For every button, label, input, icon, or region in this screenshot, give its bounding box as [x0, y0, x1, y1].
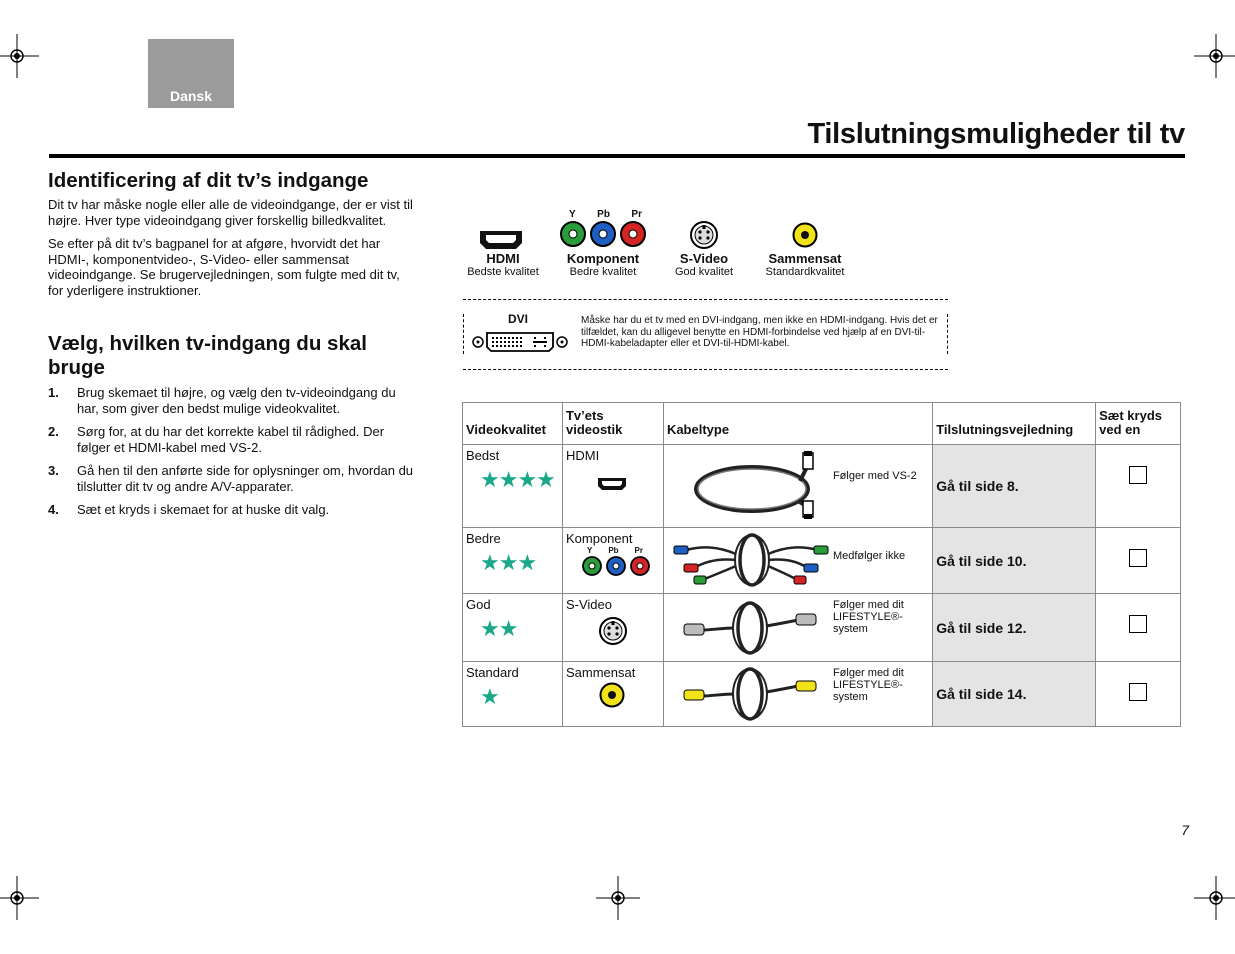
- intro-paragraph: Dit tv har måske nogle eller alle de videoindgange, der er vist til højre. Hver type videoindgang giver forskellig billedkvalitet.: [48, 197, 413, 228]
- section-heading-identify: Identificering af dit tv’s indgange: [48, 169, 369, 192]
- page-title: Tilslutningsmuligheder til tv: [807, 118, 1185, 150]
- header-quality: Videokvalitet: [463, 403, 563, 445]
- star-rating-icon: ★★: [480, 616, 518, 641]
- header-input: Tv’ets videostik: [562, 403, 663, 445]
- jack-caption-hdmi: HDMI Bedste kvalitet: [467, 251, 539, 278]
- component-jacks-icon: Y Pb Pr: [566, 546, 660, 580]
- dvi-connector-icon: [471, 330, 569, 359]
- hdmi-jack-icon: [566, 463, 660, 494]
- language-tab-label: Dansk: [169, 88, 213, 104]
- list-item: 1. Brug skemaet til højre, og vælg den tv-videoindgang du har, som giver den bedst mulige videokvalitet.: [48, 385, 396, 416]
- header-check: Sæt kryds ved en: [1096, 403, 1181, 445]
- quality-label: Bedre: [466, 531, 501, 546]
- cable-note: Følger med dit LIFESTYLE®-system: [832, 599, 904, 635]
- table-header-row: [463, 403, 1181, 445]
- guide-cell: Gå til side 12.: [933, 594, 1096, 662]
- registration-mark-top-left: [0, 34, 39, 78]
- star-rating-icon: ★★★: [480, 550, 537, 575]
- star-rating-icon: ★: [480, 684, 499, 709]
- left-column: [48, 169, 418, 526]
- jack-caption-composite: Sammensat Standardkvalitet: [765, 251, 845, 278]
- quality-label: Standard: [466, 665, 519, 680]
- choice-checkbox[interactable]: [1129, 683, 1147, 701]
- check-panel-paragraph: Se efter på dit tv’s bagpanel for at afgøre, hvorvidt det har HDMI-, komponentvideo-, S-Video- eller sammensat videoindgange. Se brugervejledningen, som fulgte med dit tv, for yderligere instruktioner.: [48, 236, 400, 298]
- list-item: 2. Sørg for, at du har det korrekte kabel til rådighed. Der følger et HDMI-kabel med VS-2.: [48, 424, 385, 455]
- connection-table: [462, 402, 1181, 727]
- registration-mark-bottom-center: [596, 876, 640, 920]
- guide-cell: Gå til side 10.: [933, 528, 1096, 594]
- s-video-jack-icon: [566, 612, 660, 649]
- table-row: [463, 594, 1181, 662]
- hdmi-cable-icon: [690, 451, 830, 522]
- list-item: 4. Sæt et kryds i skemaet for at huske dit valg.: [48, 502, 330, 517]
- section-heading-choose: Vælg, hvilken tv-indgang du skal bruge: [48, 332, 367, 379]
- component-jacks-icon: Y Pb Pr: [560, 209, 650, 253]
- input-label: Komponent: [565, 531, 633, 546]
- jack-caption-s-video: S-Video God kvalitet: [674, 251, 734, 278]
- guide-cell: Gå til side 14.: [933, 662, 1096, 727]
- jack-caption-component: Komponent Bedre kvalitet: [566, 251, 640, 278]
- registration-mark-bottom-left: [0, 876, 39, 920]
- cable-note: Følger med VS-2: [832, 470, 917, 482]
- input-label: HDMI: [565, 448, 600, 463]
- dvi-note: Måske har du et tv med en DVI-indgang, men ikke en HDMI-indgang. Hvis det er tilfældet, kan du alligevel benytte en HDMI-forbindelse ved hjælp af en DVI-til-HDMI-kabeladapter eller et DVI-til-HDMI-kabel.: [581, 315, 938, 349]
- component-cable-icon: [672, 532, 830, 591]
- page-number: 7: [1181, 822, 1189, 838]
- cable-note: Følger med dit LIFESTYLE®-system: [832, 667, 904, 703]
- quality-label: Bedst: [466, 448, 500, 463]
- registration-mark-top-right: [1194, 34, 1235, 78]
- registration-mark-bottom-right: [1194, 876, 1235, 920]
- composite-cable-icon: [682, 666, 818, 725]
- quality-label: God: [466, 597, 491, 612]
- cable-note: Medfølger ikke: [832, 550, 906, 562]
- steps-list: [48, 385, 418, 518]
- composite-jack-icon: [792, 222, 818, 253]
- s-video-jack-icon: [689, 220, 719, 255]
- star-rating-icon: ★★★★: [480, 467, 555, 492]
- choice-checkbox[interactable]: [1129, 549, 1147, 567]
- title-rule: [49, 154, 1185, 158]
- choice-checkbox[interactable]: [1129, 615, 1147, 633]
- composite-jack-icon: [566, 680, 660, 711]
- table-row: [463, 662, 1181, 727]
- dvi-info-box: [463, 299, 948, 370]
- language-tab: [148, 39, 234, 108]
- header-cable: Kabeltype: [663, 403, 932, 445]
- list-item: 3. Gå hen til den anførte side for oplysninger om, hvordan du tilslutter dit tv og andre A/V-apparater.: [48, 463, 414, 494]
- input-label: S-Video: [565, 597, 612, 612]
- table-row: [463, 445, 1181, 528]
- header-guide: Tilslutningsvejledning: [933, 403, 1096, 445]
- input-label: Sammensat: [565, 665, 636, 680]
- s-video-cable-icon: [682, 600, 818, 659]
- table-row: [463, 528, 1181, 594]
- guide-cell: Gå til side 8.: [933, 445, 1096, 528]
- dvi-label: DVI: [508, 312, 529, 326]
- choice-checkbox[interactable]: [1129, 466, 1147, 484]
